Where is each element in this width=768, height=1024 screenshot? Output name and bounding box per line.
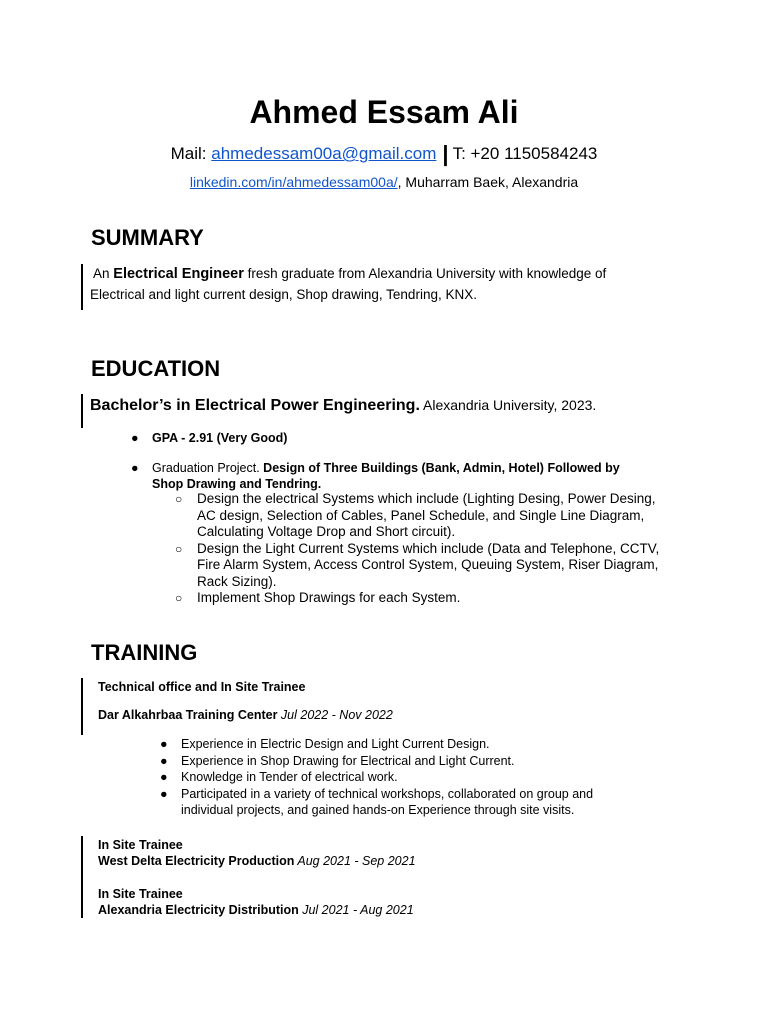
mail-label: Mail:	[170, 144, 212, 163]
circle-bullet-icon: ○	[175, 492, 183, 506]
bullet-icon: ●	[131, 431, 139, 445]
training-bar-2	[81, 836, 83, 918]
project-sub-item	[175, 590, 717, 607]
location-text: , Muharram Baek, Alexandria	[397, 174, 579, 190]
training-item-text: Participated in a variety of technical workshops, collaborated on group and	[181, 786, 594, 801]
contact-line	[0, 141, 768, 165]
training-3-title: In Site Trainee	[98, 887, 183, 901]
sub-line: Implement Shop Drawings for each System.	[197, 590, 461, 605]
training-item-text: Experience in Electric Design and Light Current Design.	[181, 737, 490, 751]
education-bar	[81, 394, 83, 428]
training-1-list	[160, 736, 701, 819]
project-label: Graduation Project.	[152, 460, 264, 475]
training-3-org: Alexandria Electricity Distribution	[98, 903, 299, 917]
project-item	[131, 460, 692, 493]
summary-text-1: fresh graduate from Alexandria University with knowledge of	[243, 266, 607, 281]
circle-bullet-icon: ○	[175, 541, 183, 556]
summary-bar	[81, 264, 83, 310]
training-2-dates: Aug 2021 - Sep 2021	[294, 854, 416, 868]
summary-role: Electrical Engineer	[113, 266, 244, 282]
training-1-title: Technical office and In Site Trainee	[98, 680, 306, 694]
training-item-text: Experience in Shop Drawing for Electrical and Light Current.	[181, 753, 515, 768]
training-1-org: Dar Alkahrbaa Training Center	[98, 708, 278, 722]
training-3-org-line	[98, 902, 414, 919]
summary-line-2: Electrical and light current design, Shop drawing, Tendring, KNX.	[90, 287, 477, 302]
sub-line: Design the electrical Systems which include (Lighting Desing, Power Desing,	[197, 491, 656, 506]
applicant-name: Ahmed Essam Ali	[249, 94, 519, 130]
sub-line: Design the Light Current Systems which include (Data and Telephone, CCTV,	[197, 540, 660, 556]
training-1-dates: Jul 2022 - Nov 2022	[277, 708, 393, 722]
phone-number: T: +20 1150584243	[452, 144, 598, 163]
training-item-text: Knowledge in Tender of electrical work.	[181, 770, 398, 784]
training-1-org-line	[98, 707, 393, 724]
project-title-1: Design of Three Buildings (Bank, Admin, Hotel) Followed by	[263, 460, 620, 475]
training-bar-1	[81, 678, 83, 735]
training-item	[160, 769, 701, 786]
bullet-icon: ●	[160, 737, 168, 751]
email-link[interactable]: ahmedessam00a@gmail.com	[211, 144, 437, 163]
project-sub-list	[175, 491, 717, 607]
sub-line: Fire Alarm System, Access Control System, Queuing System, Riser Diagram,	[197, 557, 659, 572]
sub-line: AC design, Selection of Cables, Panel Schedule, and Single Line Diagram,	[197, 507, 645, 523]
bullet-icon: ●	[160, 753, 168, 768]
training-2-title: In Site Trainee	[98, 838, 183, 852]
sub-line: Calculating Voltage Drop and Short circuit).	[197, 524, 456, 539]
bullet-icon: ●	[160, 786, 168, 801]
bullet-icon: ●	[160, 770, 168, 784]
training-item	[160, 753, 701, 770]
linkedin-line	[0, 173, 768, 191]
training-2-org: West Delta Electricity Production	[98, 854, 295, 868]
gpa-item	[131, 430, 692, 447]
circle-bullet-icon: ○	[175, 591, 183, 605]
education-heading: EDUCATION	[91, 356, 221, 381]
separator: |	[442, 141, 449, 166]
summary-text	[90, 265, 750, 303]
summary-pre: An	[90, 266, 114, 281]
gpa-text: GPA - 2.91 (Very Good)	[152, 431, 288, 445]
degree-school: Alexandria University, 2023.	[419, 397, 597, 413]
training-3-dates: Jul 2021 - Aug 2021	[298, 903, 414, 917]
training-item	[160, 736, 701, 753]
summary-line-1	[90, 265, 750, 283]
sub-line: Rack Sizing).	[197, 573, 277, 589]
bullet-icon: ●	[131, 460, 139, 475]
degree-line	[90, 397, 596, 415]
training-item-text: individual projects, and gained hands-on Experience through site visits.	[181, 803, 575, 817]
training-2-org-line	[98, 853, 416, 870]
degree-title: Bachelor’s in Electrical Power Engineering.	[90, 397, 420, 414]
project-title-2: Shop Drawing and Tendring.	[152, 477, 322, 491]
project-sub-item	[175, 491, 717, 541]
education-list	[131, 430, 692, 493]
training-item	[160, 786, 701, 819]
training-heading: TRAINING	[91, 640, 198, 665]
linkedin-link[interactable]: linkedin.com/in/ahmedessam00a/	[189, 174, 398, 190]
project-sub-item	[175, 540, 717, 591]
summary-heading: SUMMARY	[91, 225, 204, 250]
